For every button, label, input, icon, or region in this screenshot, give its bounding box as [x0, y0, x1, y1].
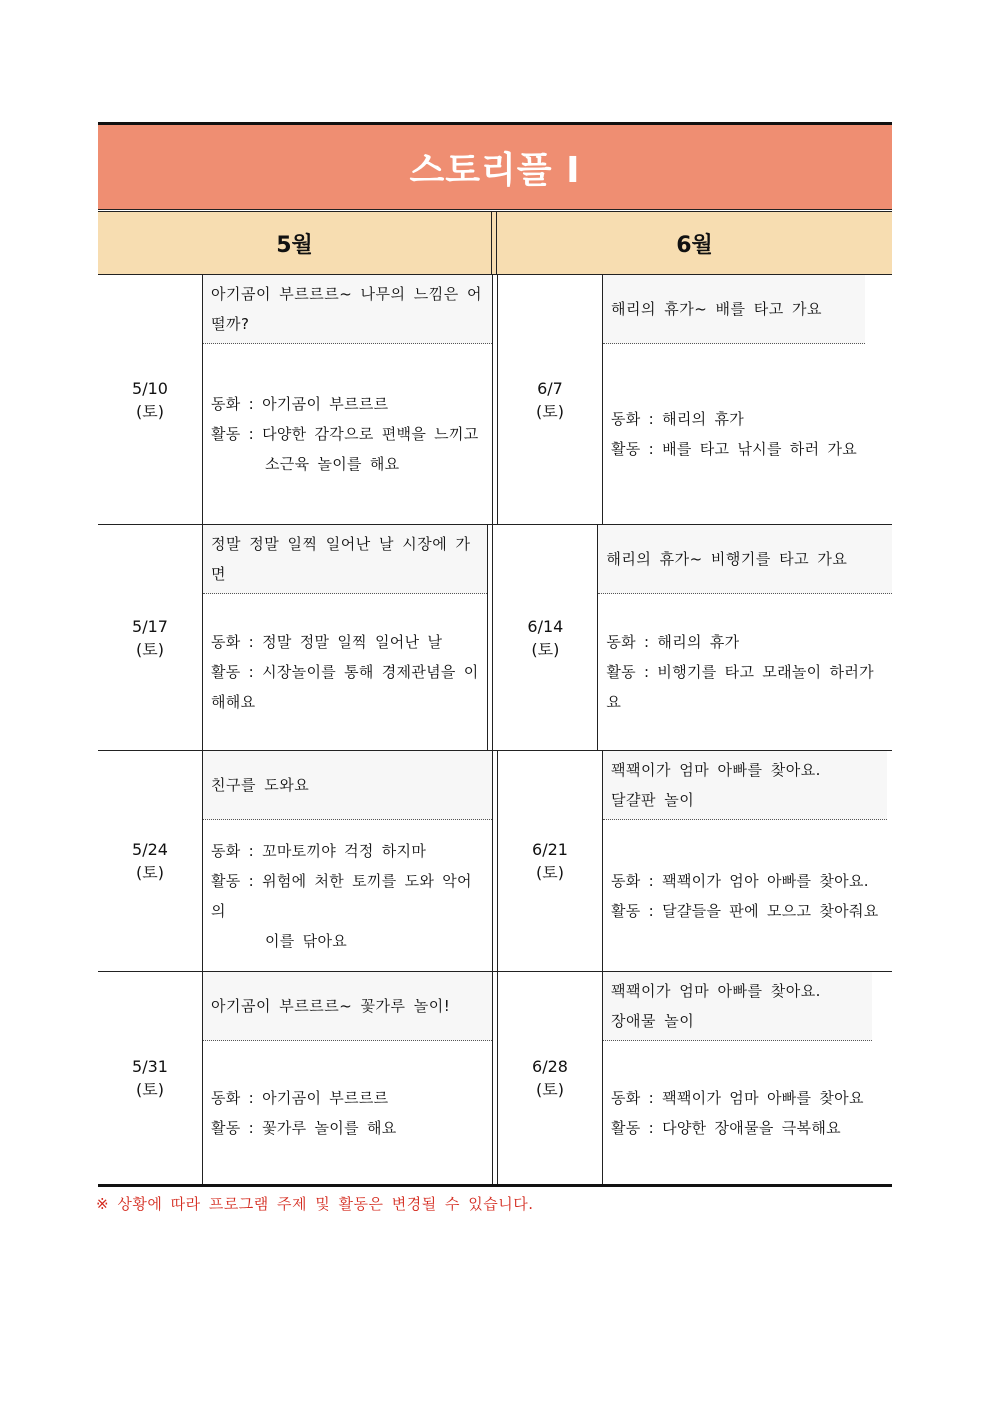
date-cell [493, 525, 598, 750]
week-rows [98, 275, 892, 1187]
weekday-text: (토) [136, 863, 164, 882]
date-label [527, 615, 563, 661]
session-content [603, 275, 865, 524]
story-line: 동화 : 꽥꽥이가 엄마 아빠를 찾아요 [611, 1088, 864, 1107]
month-header-may: 5월 [276, 232, 313, 258]
weekday-text: (토) [531, 639, 560, 659]
page-title: 스토리플 Ⅰ [409, 149, 581, 191]
month-header-row [98, 212, 892, 275]
date-label [132, 615, 168, 661]
topic-line: 장애물 놀이 [611, 1012, 695, 1030]
weekday-text: (토) [536, 1080, 564, 1099]
session-content [203, 972, 492, 1184]
topic-line: 친구를 도와요 [211, 776, 310, 794]
schedule-cell-may [98, 751, 492, 971]
activity-continued: 소근육 놀이를 해요 [265, 455, 400, 473]
session-detail [203, 344, 492, 524]
session-topic [203, 275, 492, 344]
session-detail [203, 1041, 492, 1184]
schedule-cell-june [493, 525, 892, 750]
week-row [98, 525, 892, 751]
date-text: 6/28 [532, 1057, 568, 1076]
session-content [203, 751, 492, 971]
topic-line: 해리의 휴가~ 비행기를 타고 가요 [606, 550, 848, 568]
date-label [132, 838, 168, 884]
date-cell [98, 275, 203, 524]
topic-line: 꽥꽥이가 엄마 아빠를 찾아요. [611, 761, 821, 779]
session-detail [598, 594, 892, 750]
story-line: 동화 : 아기곰이 부르르르 [211, 395, 389, 413]
weekday-text: (토) [136, 1080, 164, 1099]
month-header-june: 6월 [676, 232, 713, 258]
session-content [203, 525, 487, 750]
schedule-cell-june [498, 275, 865, 524]
activity-line: 활동 : 위험에 처한 토끼를 도와 악어의 [211, 871, 472, 920]
topic-line: 정말 정말 일찍 일어난 날 시장에 가면 [211, 535, 471, 583]
topic-line: 달걀판 놀이 [611, 791, 695, 809]
session-topic [603, 972, 872, 1041]
story-line: 동화 : 해리의 휴가 [611, 410, 745, 428]
weekday-text: (토) [536, 863, 564, 882]
activity-line: 활동 : 비행기를 타고 모래놀이 하러가요 [606, 663, 874, 711]
weekday-text: (토) [136, 401, 164, 421]
activity-line: 활동 : 다양한 장애물을 극복해요 [611, 1118, 841, 1137]
session-topic [598, 525, 892, 594]
story-line: 동화 : 꽥꽥이가 엄아 아빠를 찾아요. [611, 871, 869, 890]
topic-line: 아기곰이 부르르르~ 꽃가루 놀이! [211, 997, 451, 1015]
activity-line: 활동 : 달걀들을 판에 모으고 찾아줘요 [611, 901, 879, 920]
session-content [203, 275, 492, 524]
session-topic [203, 751, 492, 820]
story-line: 동화 : 해리의 휴가 [606, 633, 740, 651]
topic-line: 꽥꽥이가 엄마 아빠를 찾아요. [611, 982, 821, 1000]
activity-line: 활동 : 꽃가루 놀이를 해요 [211, 1118, 397, 1137]
date-label [532, 838, 568, 884]
session-detail [203, 594, 487, 750]
topic-line: 아기곰이 부르르르~ 나무의 느낌은 어떨까? [211, 285, 482, 333]
weekday-text: (토) [136, 639, 164, 659]
date-label [132, 377, 168, 423]
activity-line: 활동 : 다양한 감각으로 편백을 느끼고 [211, 425, 479, 443]
date-text: 6/14 [527, 616, 564, 636]
date-cell [498, 751, 603, 971]
session-content [603, 972, 872, 1184]
story-line: 동화 : 꼬마토끼야 걱정 하지마 [211, 841, 427, 860]
date-text: 6/21 [532, 840, 568, 859]
date-label [536, 377, 564, 423]
session-detail [603, 344, 865, 524]
week-row [98, 275, 892, 525]
date-text: 5/10 [132, 378, 168, 398]
title-bar [98, 122, 892, 209]
date-label [132, 1055, 168, 1101]
story-line: 동화 : 정말 정말 일찍 일어난 날 [211, 633, 443, 651]
weekday-text: (토) [536, 401, 564, 421]
session-detail [603, 820, 887, 971]
schedule-cell-may [98, 525, 487, 750]
date-label [532, 1055, 568, 1101]
session-topic [203, 972, 492, 1041]
date-cell [98, 525, 203, 750]
topic-line: 해리의 휴가~ 배를 타고 가요 [611, 300, 823, 318]
schedule-cell-may [98, 972, 492, 1184]
session-topic [603, 275, 865, 344]
date-cell [98, 751, 203, 971]
date-text: 5/31 [132, 1057, 168, 1076]
date-text: 5/17 [132, 616, 168, 636]
date-cell [98, 972, 203, 1184]
date-cell [498, 972, 603, 1184]
session-detail [203, 820, 492, 971]
session-content [598, 525, 892, 750]
session-detail [603, 1041, 872, 1184]
week-row [98, 972, 892, 1187]
session-topic [603, 751, 887, 820]
date-text: 5/24 [132, 840, 168, 859]
date-text: 6/7 [537, 378, 563, 398]
change-notice: ※ 상황에 따라 프로그램 주제 및 활동은 변경될 수 있습니다. [96, 1195, 534, 1213]
activity-line: 활동 : 시장놀이를 통해 경제관념을 이해해요 [211, 663, 479, 711]
story-line: 동화 : 아기곰이 부르르르 [211, 1088, 389, 1107]
session-topic [203, 525, 487, 594]
activity-line: 활동 : 배를 타고 낚시를 하러 가요 [611, 440, 858, 458]
activity-continued: 이를 닦아요 [265, 931, 348, 950]
week-row [98, 751, 892, 972]
date-cell [498, 275, 603, 524]
schedule-cell-june [498, 972, 872, 1184]
schedule-cell-june [498, 751, 887, 971]
program-table [98, 122, 892, 1187]
session-content [603, 751, 887, 971]
schedule-cell-may [98, 275, 492, 524]
